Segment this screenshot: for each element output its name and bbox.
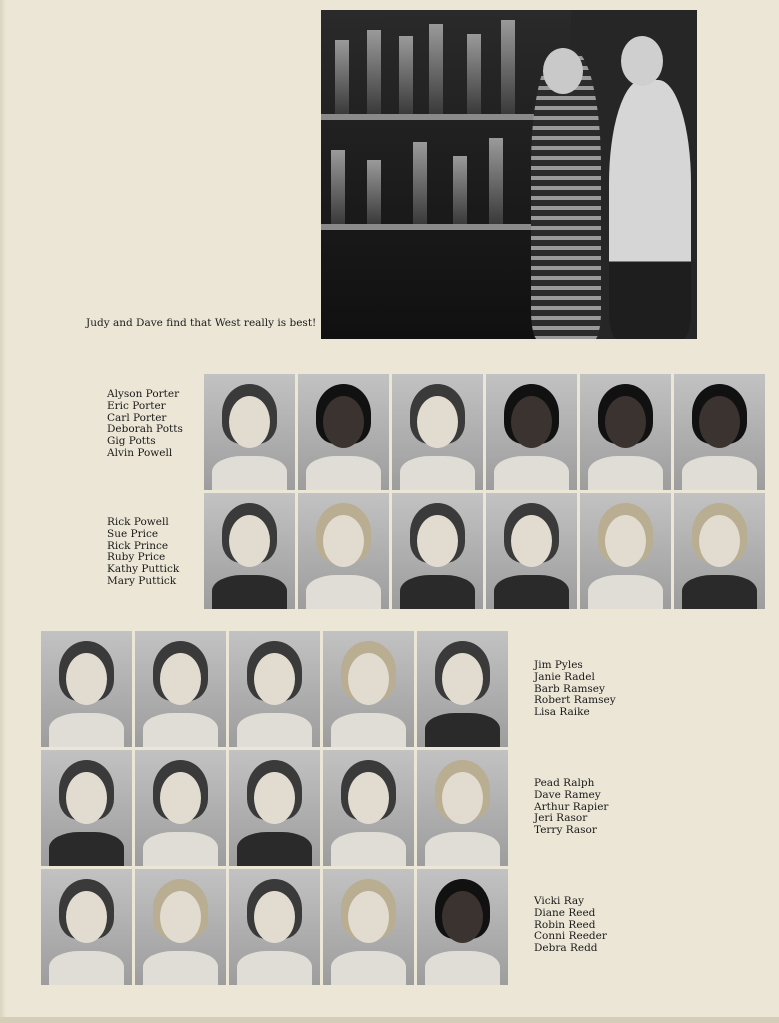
student-name: Kathy Puttick <box>107 563 180 576</box>
student-portrait <box>204 493 295 609</box>
student-name: Dave Ramey <box>534 788 601 801</box>
student-portrait <box>392 493 483 609</box>
portrait-row <box>41 750 508 866</box>
student-name: Jim Pyles <box>534 659 583 671</box>
student-portrait <box>580 493 671 609</box>
student-portrait <box>41 631 132 747</box>
name-list <box>534 660 616 719</box>
student-name: Lisa Raike <box>534 706 590 719</box>
student-name: Sue Price <box>107 527 159 540</box>
trophy <box>413 142 427 224</box>
student-portrait <box>41 869 132 985</box>
student-name: Mary Puttick <box>107 574 177 587</box>
student-name: Conni Reeder <box>534 930 607 943</box>
trophy <box>331 150 345 224</box>
student-name: Arthur Rapier <box>534 800 609 813</box>
student-name: Carl Porter <box>107 411 167 424</box>
student-name: Robin Reed <box>534 918 596 931</box>
student-portrait <box>298 493 389 609</box>
photo-caption: Judy and Dave find that West really is best! <box>86 317 317 329</box>
student-name: Gig Potts <box>107 435 156 448</box>
trophy <box>335 40 349 114</box>
student-dave-head <box>621 36 663 86</box>
student-name: Jeri Rasor <box>534 812 588 825</box>
student-portrait <box>41 750 132 866</box>
student-portrait <box>229 631 320 747</box>
student-portrait <box>229 869 320 985</box>
student-name: Debra Redd <box>534 942 598 955</box>
student-portrait <box>135 869 226 985</box>
trophy <box>453 156 467 224</box>
page-binding-edge <box>0 0 6 1023</box>
student-name: Terry Rasor <box>534 824 597 837</box>
student-portrait <box>417 631 508 747</box>
student-portrait <box>135 750 226 866</box>
student-name: Alvin Powell <box>107 446 173 459</box>
trophy <box>501 20 515 114</box>
portrait-row <box>204 493 765 609</box>
student-name: Diane Reed <box>534 906 596 919</box>
portrait-row <box>41 869 508 985</box>
student-portrait <box>580 374 671 490</box>
student-portrait <box>392 374 483 490</box>
student-name: Alyson Porter <box>107 388 180 400</box>
student-portrait <box>323 631 414 747</box>
name-list <box>534 896 607 955</box>
trophy <box>489 138 503 224</box>
trophy <box>367 30 381 114</box>
student-portrait <box>417 750 508 866</box>
student-judy-head <box>543 48 583 94</box>
student-name: Janie Radel <box>534 670 595 683</box>
portrait-row <box>204 374 765 490</box>
name-list <box>534 778 608 837</box>
trophy <box>367 160 381 224</box>
student-name: Barb Ramsey <box>534 682 605 695</box>
student-name: Rick Prince <box>107 539 169 552</box>
student-name: Pead Ralph <box>534 777 595 789</box>
student-portrait <box>417 869 508 985</box>
student-dave <box>609 80 691 339</box>
student-portrait <box>674 374 765 490</box>
name-list <box>107 389 183 460</box>
student-portrait <box>323 869 414 985</box>
student-portrait <box>323 750 414 866</box>
student-name: Ruby Price <box>107 551 166 564</box>
student-portrait <box>674 493 765 609</box>
trophy-shelf <box>321 224 561 230</box>
trophy-case-photo <box>321 10 697 339</box>
trophy-shelf <box>321 114 561 120</box>
student-portrait <box>298 374 389 490</box>
student-portrait <box>229 750 320 866</box>
student-name: Deborah Potts <box>107 423 183 436</box>
trophy <box>467 34 481 114</box>
page-bottom-edge <box>0 1017 779 1023</box>
trophy <box>429 24 443 114</box>
student-portrait <box>204 374 295 490</box>
student-name: Robert Ramsey <box>534 694 616 707</box>
student-name: Vicki Ray <box>534 895 585 907</box>
student-portrait <box>486 493 577 609</box>
student-portrait <box>135 631 226 747</box>
student-name: Eric Porter <box>107 399 166 412</box>
student-portrait <box>486 374 577 490</box>
name-list <box>107 517 179 588</box>
trophy <box>399 36 413 114</box>
student-name: Rick Powell <box>107 516 169 528</box>
portrait-row <box>41 631 508 747</box>
